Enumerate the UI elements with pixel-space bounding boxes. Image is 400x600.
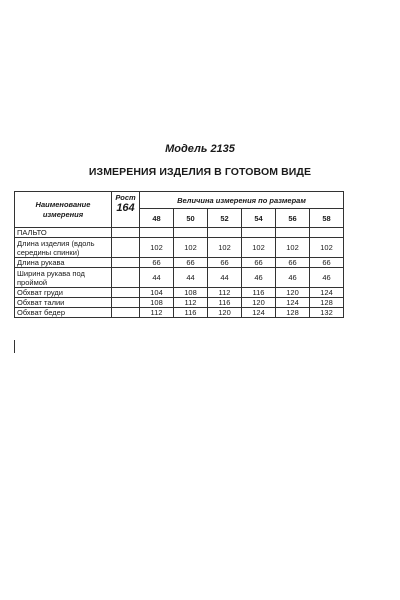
- rost-cell: [112, 298, 140, 308]
- row-label: Ширина рукава под проймой: [15, 268, 112, 288]
- table-row: [15, 228, 344, 238]
- size-header: 58: [310, 209, 344, 228]
- model-title: Модель 2135: [165, 143, 235, 155]
- value-cell: 116: [242, 288, 276, 298]
- size-header: 48: [140, 209, 174, 228]
- row-label: Обхват груди: [15, 288, 112, 298]
- value-cell: 120: [276, 288, 310, 298]
- table-row: [15, 268, 344, 288]
- value-cell: 112: [174, 298, 208, 308]
- value-cell: 128: [310, 298, 344, 308]
- value-cell: 102: [310, 238, 344, 258]
- value-cell: 66: [276, 258, 310, 268]
- value-cell: 66: [242, 258, 276, 268]
- table-row: [15, 238, 344, 258]
- value-cell: 112: [208, 288, 242, 298]
- table-row: [15, 288, 344, 298]
- value-cell: 102: [174, 238, 208, 258]
- size-header: 50: [174, 209, 208, 228]
- value-cell: 116: [208, 298, 242, 308]
- rost-cell: [112, 308, 140, 318]
- document-title: ИЗМЕРЕНИЯ ИЗДЕЛИЯ В ГОТОВОМ ВИДЕ: [88, 166, 312, 178]
- size-header: 56: [276, 209, 310, 228]
- rost-cell: [112, 238, 140, 258]
- value-cell: 66: [174, 258, 208, 268]
- value-cell: 102: [208, 238, 242, 258]
- header-name-cell: Наименование измерения: [15, 192, 112, 228]
- value-cell: [310, 228, 344, 238]
- value-cell: 44: [174, 268, 208, 288]
- row-label: Обхват талии: [15, 298, 112, 308]
- value-cell: 124: [276, 298, 310, 308]
- text-cursor-mark: [14, 340, 15, 353]
- rost-cell: [112, 268, 140, 288]
- value-cell: 66: [208, 258, 242, 268]
- header-row-top: [15, 192, 344, 209]
- table-row: [15, 258, 344, 268]
- value-cell: 108: [140, 298, 174, 308]
- header-sizes-title: Величина измерения по размерам: [140, 192, 344, 209]
- value-cell: [208, 228, 242, 238]
- row-label: Длина рукава: [15, 258, 112, 268]
- rost-cell: [112, 228, 140, 238]
- value-cell: [174, 228, 208, 238]
- row-label: Длина изделия (вдоль середины спинки): [15, 238, 112, 258]
- value-cell: [140, 228, 174, 238]
- value-cell: 116: [174, 308, 208, 318]
- row-label: ПАЛЬТО: [15, 228, 112, 238]
- table-row: [15, 308, 344, 318]
- value-cell: 102: [242, 238, 276, 258]
- size-header: 52: [208, 209, 242, 228]
- value-cell: [242, 228, 276, 238]
- value-cell: [276, 228, 310, 238]
- value-cell: 120: [208, 308, 242, 318]
- size-header: 54: [242, 209, 276, 228]
- value-cell: 46: [310, 268, 344, 288]
- value-cell: 104: [140, 288, 174, 298]
- value-cell: 132: [310, 308, 344, 318]
- value-cell: 102: [276, 238, 310, 258]
- table-row: [15, 298, 344, 308]
- value-cell: 124: [242, 308, 276, 318]
- rost-label: Рост: [115, 193, 136, 202]
- value-cell: 102: [140, 238, 174, 258]
- value-cell: 112: [140, 308, 174, 318]
- measurements-table: [14, 191, 344, 318]
- value-cell: 128: [276, 308, 310, 318]
- value-cell: 46: [242, 268, 276, 288]
- rost-value: 164: [116, 202, 135, 214]
- value-cell: 66: [140, 258, 174, 268]
- value-cell: 108: [174, 288, 208, 298]
- rost-cell: [112, 258, 140, 268]
- value-cell: 46: [276, 268, 310, 288]
- rost-cell: [112, 288, 140, 298]
- value-cell: 44: [208, 268, 242, 288]
- value-cell: 120: [242, 298, 276, 308]
- value-cell: 124: [310, 288, 344, 298]
- value-cell: 44: [140, 268, 174, 288]
- row-label: Обхват бедер: [15, 308, 112, 318]
- header-rost-cell: [112, 192, 140, 228]
- value-cell: 66: [310, 258, 344, 268]
